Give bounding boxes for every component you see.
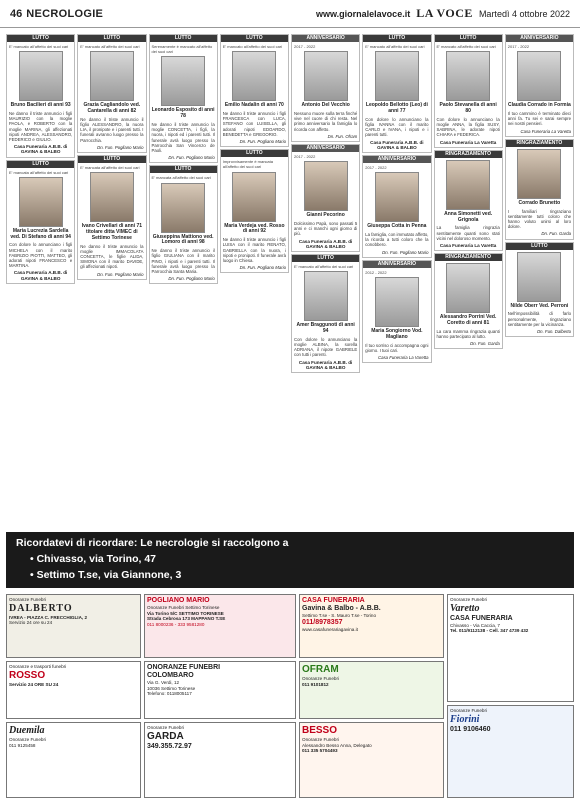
- ad-besso-name: BESSO: [302, 725, 338, 736]
- page-header: [0, 0, 580, 28]
- ad-garda-name: GARDA: [147, 730, 184, 742]
- deceased-name: Leonardo Esposito di anni 78: [151, 107, 215, 120]
- ad-dalberto[interactable]: [6, 594, 141, 658]
- ad-rosso[interactable]: [6, 661, 141, 719]
- notice-intro: E' mancato all'affetto dei suoi cari: [365, 44, 425, 49]
- page-number: 46: [10, 7, 23, 20]
- notice-text: Con dolore lo annunciano la figlia IVANNA con il marito CARLO e IVANA, i nipoti e i parenti tutti.: [365, 116, 429, 138]
- notice-type: LUTTO: [150, 166, 217, 173]
- ad-dalberto-name: DALBERTO: [9, 602, 73, 614]
- funeral-home: Casa Funeraria A.B.B. di GAVINA & BALBO: [298, 359, 353, 370]
- portrait-photo: [375, 277, 419, 327]
- funeral-home: Dn. Fun. Pogliano Mario: [239, 265, 286, 271]
- deceased-name: Paolo Stevanella di anni 80: [439, 102, 497, 114]
- ad-pogliano[interactable]: [144, 594, 296, 658]
- portrait-photo: [161, 183, 205, 233]
- banner-location-2: • Settimo T.se, via Giannone, 3: [30, 569, 182, 581]
- portrait-photo: [90, 172, 134, 222]
- ad-ofram-tel: 011 9101812: [302, 681, 329, 687]
- ads-section: [6, 594, 574, 798]
- deceased-name: Maria Songiorno Vod. Magliano: [371, 328, 423, 340]
- funeral-home: Dn. Fun. Pogliano Mario: [97, 144, 144, 150]
- deceased-name: Emilio Nadalin di anni 70: [224, 102, 284, 109]
- notice-type: LUTTO: [292, 255, 359, 262]
- notice-column: [6, 34, 75, 514]
- ad-fiorini-tel: 011 9106460: [450, 725, 491, 733]
- collection-banner: [6, 532, 574, 588]
- notice-text: La cara mamma ringrazia quanti hanno partecipato al lutto.: [436, 328, 500, 340]
- obituary-notice: [6, 34, 75, 158]
- ad-garda[interactable]: [144, 722, 296, 798]
- notice-intro: Improvvisamente è mancata all'affetto dei suoi cari: [222, 159, 273, 170]
- banner-location-1: • Chivasso, via Torino, 47: [30, 553, 157, 565]
- deceased-name: Leopoldo Bellotto (Leo) di anni 77: [365, 102, 428, 114]
- newspaper-brand: LA VOCE: [416, 6, 473, 20]
- ad-colombaro[interactable]: [144, 661, 296, 719]
- ad-colombaro-address: Via G. Verdi, 12: [147, 680, 180, 685]
- funeral-home: Casa Funeraria A.B.B. di GAVINA & BALBO: [298, 238, 353, 249]
- notice-text: Con dolore lo annunciano i figli MICHELA con il marito FABRIZIO PIOTTI, MATTEO, gli adorati nipoti FRANCESCO e MARTINA.: [9, 242, 73, 269]
- ad-varetta-sub-2: CASA FUNERARIA: [450, 614, 513, 622]
- ad-garda-sub: Onoranze Funebri: [147, 725, 185, 730]
- deceased-name: Giuseppa Cotta in Penna: [367, 223, 427, 230]
- notice-text: Il tuo cammino è terminato dieci anni fa. Tu sei e sarai sempre nei nostri pensieri.: [507, 111, 571, 127]
- notice-type: ANNIVERSARIO: [506, 35, 573, 42]
- portrait-photo: [446, 160, 490, 210]
- ad-varetta-name: Varetto: [450, 602, 480, 614]
- funeral-home: Casa Funeraria A.B.B. di GAVINA & BALBO: [13, 144, 68, 155]
- ad-gavina-name: CASA FUNERARIA: [302, 597, 365, 604]
- ad-colombaro-tel: Telefono: 0118005117: [147, 691, 192, 697]
- ad-duemila-sub: Onoranze Funebri: [9, 737, 47, 742]
- notice-text: Il tuo sorriso ci accompagna ogni giorno. I tuoi cari.: [365, 342, 429, 353]
- deceased-name: Grazia Cagliandolo ved. Cantarella di anni 82: [83, 102, 141, 114]
- deceased-name: Amer Braggunoti di anni 94: [296, 322, 355, 335]
- obituary-notice: [291, 144, 360, 252]
- ad-varetta-tel: Tel. 011/9112138 - Cell. 347 4739 432: [450, 628, 529, 634]
- ad-ofram-sub: Onoranze Funebri: [302, 676, 340, 681]
- notice-type: LUTTO: [7, 35, 74, 42]
- funeral-home: Casa Funeraria A.B.B. di GAVINA & BALBO: [13, 270, 68, 281]
- obituary-notice: [220, 149, 289, 273]
- site-url[interactable]: www.giornalelavoce.it: [316, 8, 411, 19]
- funeral-home: Dn. Fun. Dalberto: [537, 329, 571, 335]
- ad-gavina-tel: 011/8978357: [302, 618, 343, 626]
- notice-intro: E' mancato all'affetto dei suoi cari: [9, 44, 69, 49]
- notice-type: LUTTO: [221, 150, 288, 157]
- notice-type: ANNIVERSARIO: [292, 35, 359, 42]
- obituary-notice: [149, 34, 218, 163]
- notice-column: [220, 34, 289, 514]
- notice-intro: E' mancato all'affetto dei suoi cari: [436, 44, 496, 49]
- deceased-name: Alessandro Porrini Ved. Coretto di anni 81: [439, 314, 497, 327]
- ad-varetta[interactable]: [447, 594, 574, 702]
- ad-ofram-name: OFRAM: [302, 664, 339, 675]
- deceased-name: Gianni Pecorino: [306, 212, 345, 219]
- notice-intro: E' mancato all'affetto dei suoi cari: [222, 44, 283, 49]
- notice-intro: 2017 - 2022: [507, 44, 530, 49]
- portrait-photo: [232, 172, 276, 222]
- notice-text: Nessuno muore sulla terra finché vive nel cuore di chi resta. Nel primo anniversario la famiglia lo ricorda con affetto.: [294, 111, 358, 132]
- notice-column: [505, 34, 574, 514]
- notice-type: RINGRAZIAMENTO: [435, 254, 502, 261]
- obituary-notice: [362, 34, 431, 153]
- ad-garda-tel: 349.355.72.97: [147, 742, 192, 750]
- ad-gavina-name-2: Gavina & Balbo - A.B.B.: [302, 605, 381, 612]
- ad-pogliano-tel: 011 8000236 - 333 9581280: [147, 621, 205, 627]
- notice-text: Ne danno il triste annuncio la moglie IMMACOLATA CONCETTA, le figlie ALIDA, SIMONA con il marito DAVIDE, gli affezionati nipoti.: [80, 243, 144, 270]
- ad-dalberto-address: IVREA - PIAZZA C. FRECCHIGLIA, 2: [9, 614, 88, 620]
- deceased-name: Anna Simonetti ved. Grignola: [444, 210, 493, 223]
- obituary-notice: [505, 242, 574, 338]
- ad-colombaro-address-2: 10036 Settimo Torinese: [147, 685, 196, 691]
- notice-text: La famiglia ringrazia sentitamente quanti sono stati vicini nel doloroso momento.: [436, 225, 500, 241]
- notice-type: LUTTO: [150, 35, 217, 42]
- funeral-home: Dn. Fun. Garda: [541, 231, 571, 237]
- notice-type: LUTTO: [78, 35, 145, 42]
- portrait-photo: [232, 51, 276, 101]
- obituary-notice: [434, 253, 503, 349]
- notice-intro: E' mancata all'affetto dei suoi cari: [151, 175, 211, 181]
- portrait-photo: [304, 51, 348, 101]
- funeral-home: Casa Funeraria La Varetta: [520, 128, 571, 134]
- ad-duemila-tel: 011 9125458: [9, 742, 36, 748]
- notice-text: Ne danno il triste annuncio i figli LUISA con il marito RENATO, GABRIELLA con la nuora, i nipoti e pronipoti. Il funerale avrà luogo in Chiesa.: [222, 237, 286, 264]
- ad-varetta-address: Chivasso - Via Caccia, 7: [450, 622, 500, 628]
- obituary-notice: [291, 34, 360, 142]
- notice-text: I familiari ringraziano sentitamente tutti coloro che hanno voluto unirsi al loro dolore.: [507, 208, 571, 230]
- portrait-photo: [19, 177, 63, 227]
- funeral-home: Dn. Fun. Pogliano Mario: [168, 276, 215, 282]
- ad-colombaro-name-2: COLOMBARO: [147, 672, 194, 679]
- ad-pogliano-address: Via Torino 5/C SETTIMO TORINESE: [147, 610, 224, 616]
- ad-duemila-name: Duemila: [9, 725, 45, 736]
- portrait-photo: [517, 51, 561, 101]
- ad-rosso-tel: Servizio 24 ORE SU 24: [9, 681, 59, 687]
- portrait-photo: [161, 56, 205, 106]
- notice-type: LUTTO: [78, 156, 145, 163]
- funeral-home: Dn. Fun. Pogliano Mario: [168, 155, 215, 161]
- notice-text: Ne danno il triste annuncio i figli MAURIZIO con la moglie PAOLA, e ROBERTO con la moglie MARINA, gli affezionati nipoti ANDREA, ALESSANDRO, FEDERICO e GIULIO.: [9, 111, 73, 143]
- obituary-notice: [149, 165, 218, 284]
- deceased-name: Claudia Corrado in Formia: [507, 102, 571, 109]
- funeral-home: Dn. Fun. Pogliano Mario: [239, 139, 286, 145]
- notice-column: [291, 34, 360, 514]
- ad-colombaro-name: ONORANZE FUNEBRI: [147, 664, 221, 671]
- portrait-photo: [517, 252, 561, 302]
- notice-column: [77, 34, 146, 514]
- portrait-photo: [375, 51, 419, 101]
- notice-intro: 2017 - 2022: [294, 44, 316, 49]
- portrait-photo: [446, 263, 490, 313]
- ad-besso-sub: Onoranze Funebri: [302, 737, 340, 742]
- ad-varetta-sub: Onoranze Funebri: [450, 597, 488, 602]
- notice-type: ANNIVERSARIO: [363, 156, 430, 163]
- issue-date: Martedì 4 ottobre 2022: [478, 8, 570, 19]
- portrait-photo: [90, 51, 134, 101]
- obituary-notice: [362, 155, 431, 258]
- ad-gavina[interactable]: [299, 594, 444, 658]
- notice-intro: 2012 - 2022: [365, 269, 387, 275]
- obituary-notice: [505, 34, 574, 137]
- ad-fiorini-name: Fiorini: [450, 713, 480, 725]
- deceased-name: Ivano Crivellari di anni 71 titolare ditta VIMEC di Settimo Torinese: [81, 223, 143, 241]
- notice-type: LUTTO: [506, 243, 573, 250]
- ad-fiorini-sub: Onoranze Funebri: [450, 708, 488, 713]
- banner-title: Ricordatevi di ricordare: Le necrologie si raccolgono a: [16, 537, 289, 549]
- deceased-name: Nilde Oberr Ved. Perroni: [510, 302, 569, 309]
- obituary-notice: [220, 34, 289, 147]
- notice-type: RINGRAZIAMENTO: [435, 151, 502, 158]
- ad-gavina-web: www.casafunerariagavina.it: [302, 626, 358, 632]
- portrait-photo: [19, 51, 63, 101]
- portrait-photo: [304, 161, 348, 211]
- funeral-home: Dn. Fun. Pogliano Mario: [382, 249, 429, 255]
- funeral-home: Casa Funeraria La Varetta: [378, 355, 429, 361]
- obituary-notice: [434, 34, 503, 148]
- portrait-photo: [304, 271, 348, 321]
- ad-fiorini[interactable]: [447, 705, 574, 798]
- ad-besso-address: Alessandro Besso Anna, Delegato: [302, 742, 372, 748]
- notice-type: LUTTO: [221, 35, 288, 42]
- notice-column: [149, 34, 218, 514]
- deceased-name: Giuseppina Mattiono ved. Lomoro di anni 98: [152, 233, 214, 246]
- funeral-home: Dn. Fun. Pogliano Mario: [97, 271, 144, 277]
- ad-pogliano-address-2: Strada Cebrosa 173 MAPPANO T.SE: [147, 616, 226, 622]
- notice-intro: E' mancato all'affetto dei suoi cari: [80, 44, 140, 49]
- section-title: NECROLOGIE: [26, 7, 104, 20]
- ad-dalberto-tel: Servizio 24 ore su 24: [9, 620, 53, 626]
- deceased-name: Bruno Bacilieri di anni 93: [10, 102, 71, 109]
- ad-ofram[interactable]: [299, 661, 444, 719]
- ad-pogliano-sub: Onoranze Funebri Settimo Torinese: [147, 605, 220, 610]
- notice-text: Ne danno il triste annuncio il figlio ALESSANDRO, la nuora LIA, il pronipote e i parenti tutti. I funerali avranno luogo presso la Parrocchia.: [80, 116, 144, 143]
- deceased-name: Maria Lucrezia Sardella ved. Di Stefano di anni 94: [10, 227, 71, 240]
- ad-besso-tel: 011 335 5704493: [302, 748, 338, 754]
- notice-type: ANNIVERSARIO: [363, 261, 430, 268]
- funeral-home: Casa Funeraria La Varetta: [439, 139, 497, 145]
- notice-text: Con dolore lo annunciano la moglie ANNA, la figlia SUSY, SABRINA, le adorate nipoti CHIARA e FEDERICA.: [436, 116, 500, 138]
- notice-intro: 2017 - 2022: [365, 165, 387, 171]
- notice-intro: 2017 - 2022: [294, 154, 316, 160]
- notice-text: Nell'impossibilità di farlo personalmente, ringraziano sentitamente per la vicinanza.: [507, 311, 571, 327]
- obituary-notice: [362, 260, 431, 363]
- ad-rosso-sub: Onoranze e trasporti funebri: [9, 664, 67, 669]
- notice-text: Dolcissimo Papà, sono passati 5 anni e ci manchi ogni giorno di più.: [294, 221, 358, 237]
- ad-duemila[interactable]: [6, 722, 141, 798]
- notice-column: [362, 34, 431, 514]
- obituary-notice: [77, 155, 146, 280]
- ad-rosso-name: ROSSO: [9, 669, 46, 681]
- funeral-home: Casa Funeraria A.B.B. di GAVINA & BALBO: [370, 139, 424, 150]
- notice-text: La famiglia, con immutato affetto, la ricorda a tutti coloro che la conobbero.: [365, 232, 429, 248]
- notice-intro: E' mancato all'affetto dei suoi cari: [294, 264, 354, 270]
- notice-intro: E' mancata all'affetto dei suoi cari: [9, 169, 69, 175]
- obituary-notice: [77, 34, 146, 153]
- ad-besso[interactable]: [299, 722, 444, 798]
- portrait-photo: [375, 172, 419, 222]
- funeral-home: Casa Funeraria La Varetta: [439, 243, 497, 249]
- funeral-home: Dn. Fun. Ofram: [327, 133, 358, 139]
- notice-column: [434, 34, 503, 514]
- notice-type: LUTTO: [7, 161, 74, 168]
- notice-type: ANNIVERSARIO: [292, 145, 359, 152]
- obituary-notice: [434, 150, 503, 251]
- notice-text: Con dolore lo annunciano la moglie ALBINA, la sorella ADRIANA, il nipote GABRIELE con tutti i parenti.: [294, 336, 358, 358]
- ad-gavina-address: Settimo T.se - S. Mauro T.se - Torino: [302, 613, 377, 618]
- notice-text: Ne danno il triste annuncio il figlio GIULIANA con il marito PINO, i nipoti e i parenti tutti. Il funerale avrà luogo presso la Parrocchia Santa Maria.: [151, 248, 215, 275]
- obituary-notice: [291, 254, 360, 373]
- deceased-name: Antonio Del Vecchio: [301, 102, 350, 109]
- portrait-photo: [517, 149, 561, 199]
- obituary-notice: [505, 139, 574, 240]
- deceased-name: Maria Verdeja ved. Rosso di anni 92: [224, 222, 285, 235]
- funeral-home: Dn. Fun. Garda: [470, 341, 500, 347]
- ad-dalberto-sub: Onoranze Funebri: [9, 597, 47, 602]
- notice-type: LUTTO: [363, 35, 430, 42]
- ad-pogliano-name: POGLIANO MARIO: [147, 597, 210, 604]
- deceased-name: Corrado Brunetto: [518, 199, 561, 206]
- obituary-grid: [6, 34, 574, 514]
- notice-intro: Serenamente è mancato all'affetto dei suoi cari: [151, 44, 213, 55]
- notice-text: Ne danno il triste annuncio i figli FRANCESCA con LUCA, STEFANO con LUISELLA, gli adorati nipoti EDOARDO, BENEDETTA e GREGORIO.: [222, 111, 286, 137]
- notice-intro: E' mancata all'affetto dei suoi cari: [80, 165, 140, 171]
- notice-type: RINGRAZIAMENTO: [506, 140, 573, 147]
- notice-type: LUTTO: [435, 35, 502, 42]
- portrait-photo: [446, 51, 490, 101]
- obituary-notice: [6, 160, 75, 284]
- notice-text: Ne danno il triste annuncio la moglie CONCETTA, i figli, la nuora, i nipoti ed i parenti tutti. Il funerale avrà luogo presso la Parrocchia San Vincenzo de Paoli.: [151, 122, 215, 154]
